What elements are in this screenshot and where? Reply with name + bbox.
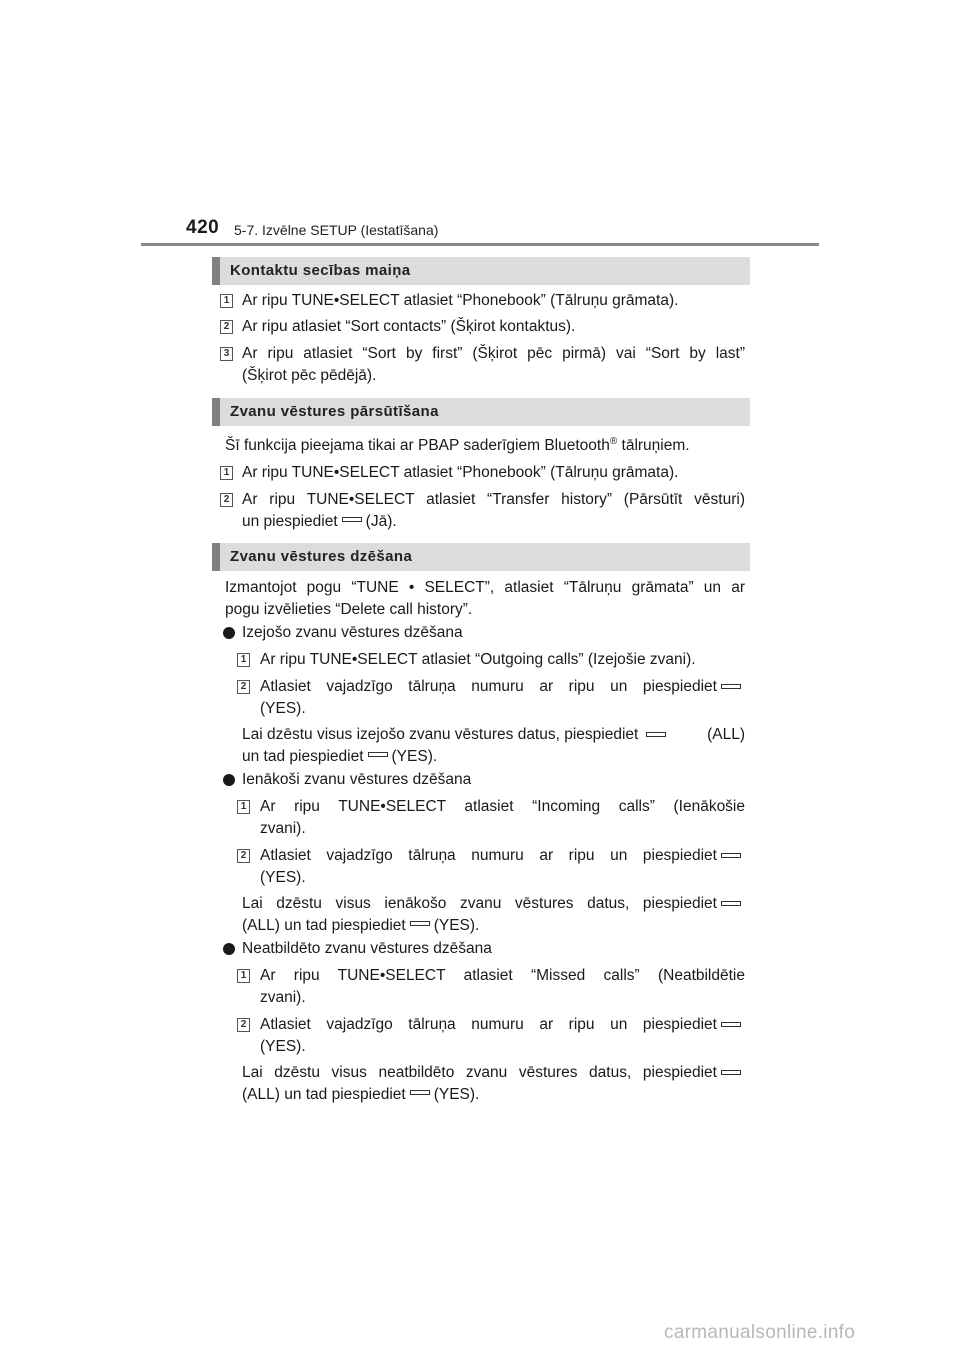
note-text (242, 893, 745, 915)
section-intro (225, 435, 690, 457)
step-text-continued: (YES). (260, 869, 306, 886)
step-text: Ar ripu TUNE•SELECT atlasiet “Phonebook” (Tālruņu grāmata). (242, 464, 679, 481)
step-text-continued: zvani). (260, 820, 306, 837)
step-text-continued: (YES). (260, 700, 306, 717)
button-icon (721, 1022, 741, 1027)
button-icon (410, 921, 430, 926)
text-segment: (ALL) un tad piespiediet (242, 917, 406, 934)
text-segment: Lai dzēstu visus neatbildēto zvanu vēstures datus, piespiediet (242, 1064, 717, 1081)
step-number-badge: 2 (220, 493, 233, 507)
section-heading-contact-order (212, 257, 750, 285)
step-text: Ar ripu TUNE•SELECT atlasiet “Incoming calls” (Ienākošie (260, 798, 745, 815)
step-text-continued: (Šķirot pēc pēdējā). (242, 367, 377, 384)
step-text (260, 676, 745, 698)
step-text: Ar ripu TUNE•SELECT atlasiet “Phonebook” (Tālruņu grāmata). (242, 292, 679, 309)
note-text-continued (242, 746, 437, 768)
text-segment: Lai dzēstu visus izejošo zvanu vēstures datus, piespiediet (242, 726, 639, 743)
step-text-continued: (YES). (260, 1038, 306, 1055)
text-segment: (YES). (391, 748, 438, 765)
button-icon (721, 1070, 741, 1075)
text-segment: Lai dzēstu visus ienākošo zvanu vēstures datus, piespiediet (242, 895, 717, 912)
step-number-badge: 2 (237, 1018, 250, 1032)
text-segment: (YES). (433, 1086, 480, 1103)
step-text: Ar ripu atlasiet “Sort by first” (Šķirot pēc pirmā) vai “Sort by last” (242, 345, 745, 362)
note-text-continued (242, 1084, 479, 1106)
intro-text-end: tālruņiem. (617, 437, 690, 454)
section-intro-continued: pogu izvēlieties “Delete call history”. (225, 601, 473, 618)
text-segment: (ALL) un tad piespiediet (242, 1086, 406, 1103)
step-number-badge: 1 (220, 466, 233, 480)
button-icon (646, 732, 666, 737)
section-title: Zvanu vēstures dzēšana (230, 548, 413, 565)
step-text-continued: zvani). (260, 989, 306, 1006)
step-number-badge: 3 (220, 347, 233, 361)
section-title: Kontaktu secības maiņa (230, 262, 411, 279)
bullet-icon (223, 943, 235, 955)
note-text-continued (242, 915, 479, 937)
text-segment: (ALL) (707, 726, 745, 743)
bullet-icon (223, 627, 235, 639)
button-icon (721, 901, 741, 906)
intro-text: Šī funkcija pieejama tikai ar PBAP saderīgiem Bluetooth (225, 437, 610, 454)
bullet-icon (223, 774, 235, 786)
step-text-continued (242, 511, 397, 533)
button-icon (410, 1090, 430, 1095)
step-number-badge: 1 (237, 653, 250, 667)
step-text (260, 845, 745, 867)
bullet-heading: Ienākoši zvanu vēstures dzēšana (242, 771, 472, 788)
step-number-badge: 2 (237, 849, 250, 863)
page-number: 420 (186, 217, 220, 238)
section-title: Zvanu vēstures pārsūtīšana (230, 403, 439, 420)
step-text: Ar ripu TUNE•SELECT atlasiet “Missed calls” (Neatbildētie (260, 967, 745, 984)
step-text: Ar ripu atlasiet “Sort contacts” (Šķirot kontaktus). (242, 318, 576, 335)
section-heading-history-delete (212, 543, 750, 571)
header-divider (141, 243, 819, 246)
step-number-badge: 2 (237, 680, 250, 694)
text-segment: (YES). (433, 917, 480, 934)
text-segment: (Jā). (365, 513, 397, 530)
section-heading-history-transfer (212, 398, 750, 426)
watermark: carmanualsonline.info (664, 1322, 856, 1343)
button-icon (368, 752, 388, 757)
note-text (242, 1062, 745, 1084)
text-segment: un piespiediet (242, 513, 338, 530)
text-segment: Atlasiet vajadzīgo tālruņa numuru ar ripu un piespiediet (260, 847, 717, 864)
button-icon (342, 517, 362, 522)
note-text (242, 724, 745, 746)
step-text: Ar ripu TUNE•SELECT atlasiet “Outgoing calls” (Izejošie zvani). (260, 651, 696, 668)
step-number-badge: 1 (237, 800, 250, 814)
step-text: Ar ripu TUNE•SELECT atlasiet “Transfer history” (Pārsūtīt vēsturi) (242, 491, 745, 508)
step-number-badge: 2 (220, 320, 233, 334)
step-number-badge: 1 (220, 294, 233, 308)
registered-mark: ® (609, 435, 618, 447)
text-segment: Atlasiet vajadzīgo tālruņa numuru ar ripu un piespiediet (260, 1016, 717, 1033)
chapter-title: 5-7. Izvēlne SETUP (Iestatīšana) (234, 222, 439, 238)
button-icon (721, 684, 741, 689)
step-text (260, 1014, 745, 1036)
text-segment: un tad piespiediet (242, 748, 364, 765)
button-icon (721, 853, 741, 858)
text-segment: Atlasiet vajadzīgo tālruņa numuru ar ripu un piespiediet (260, 678, 717, 695)
bullet-heading: Izejošo zvanu vēstures dzēšana (242, 624, 463, 641)
bullet-heading: Neatbildēto zvanu vēstures dzēšana (242, 940, 492, 957)
section-intro: Izmantojot pogu “TUNE • SELECT”, atlasiet “Tālruņu grāmata” un ar (225, 579, 745, 596)
step-number-badge: 1 (237, 969, 250, 983)
